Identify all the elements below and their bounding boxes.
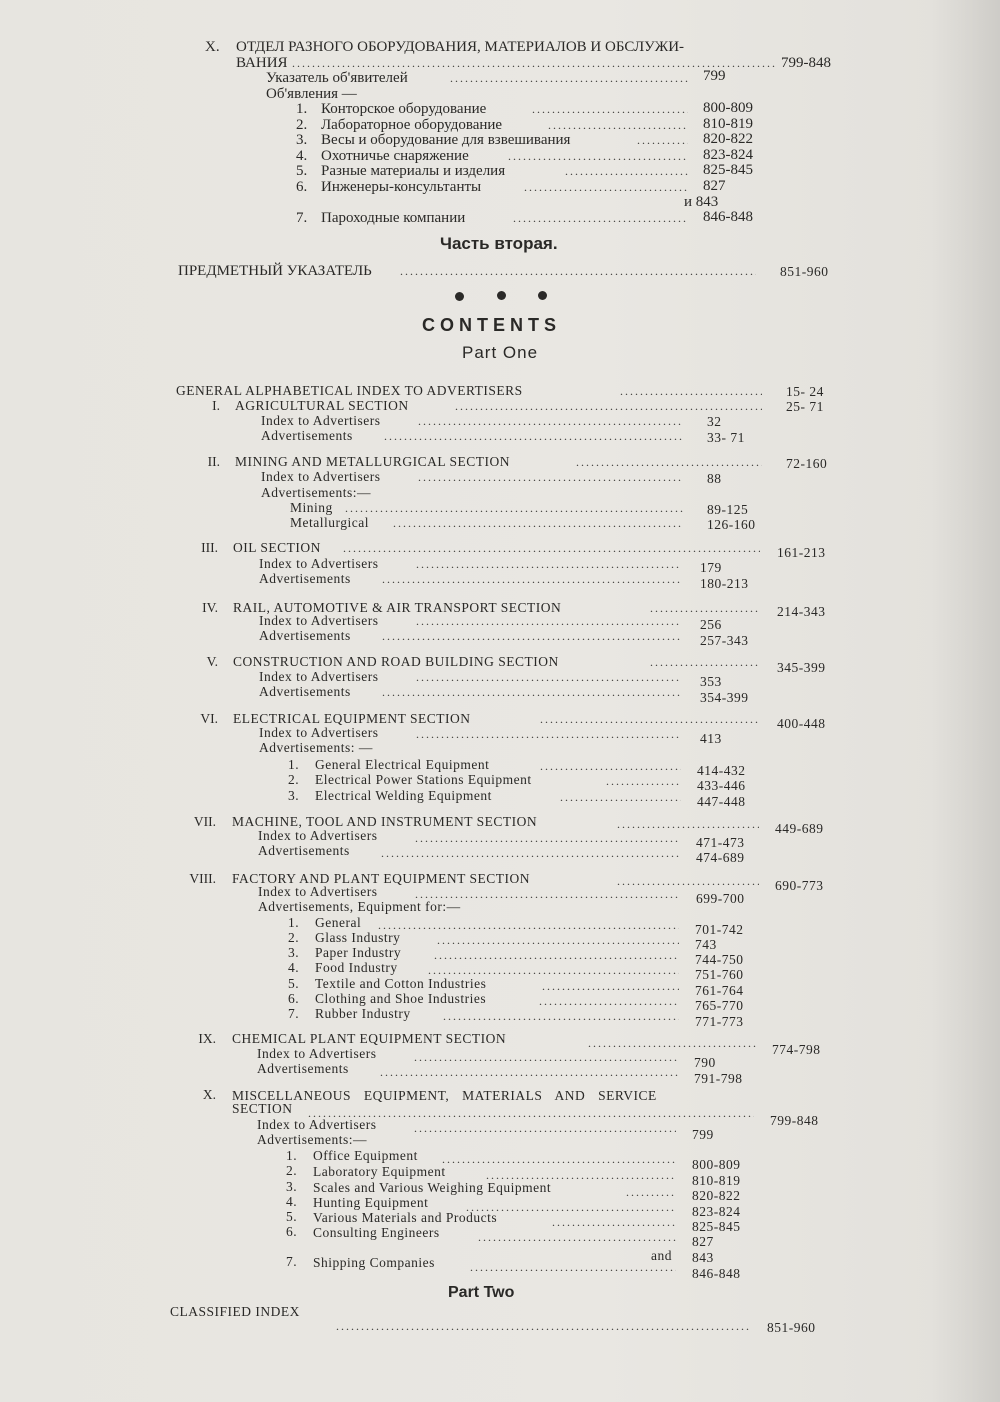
ru-item-pages: 800-809	[703, 100, 753, 116]
index-to-advertisers-pages: 699-700	[696, 891, 745, 906]
index-to-advertisers-label: Index to Advertisers	[261, 469, 381, 484]
ru-item-pages: 820-822	[703, 131, 753, 147]
index-to-advertisers-pages: 353	[700, 674, 722, 689]
sub-item-num: 2.	[286, 1163, 298, 1178]
leader-dots	[416, 669, 681, 685]
section-numeral: VII.	[193, 814, 216, 829]
sub-item-num: 7.	[286, 1254, 298, 1269]
leader-dots	[606, 773, 681, 789]
sub-item-pages: 751-760	[695, 967, 744, 982]
leader-dots	[576, 454, 762, 470]
section-title: CHEMICAL PLANT EQUIPMENT SECTION	[232, 1031, 507, 1046]
sub-item-pages: 827	[692, 1234, 714, 1249]
ru-subject-index-label: ПРЕДМЕТНЫЙ УКАЗАТЕЛЬ	[178, 263, 372, 279]
sub-item-pages: 126-160	[707, 517, 756, 532]
section-pages: 161-213	[777, 545, 826, 560]
index-to-advertisers-label: Index to Advertisers	[261, 413, 381, 428]
ru-item-label: Конторское оборудование	[321, 101, 487, 117]
section-numeral: VI.	[200, 711, 218, 726]
sub-item-label: Electrical Welding Equipment	[315, 788, 492, 803]
leader-dots	[455, 398, 762, 414]
part-one-heading: Part One	[462, 343, 539, 362]
leader-dots	[343, 540, 760, 556]
section-pages: 25- 71	[786, 399, 824, 414]
ru-item-num: 6.	[296, 179, 308, 195]
contents-heading: CONTENTS	[422, 315, 561, 335]
sub-item-label: Textile and Cotton Industries	[315, 976, 487, 991]
section-title: OIL SECTION	[233, 540, 321, 555]
sub-item-num: 3.	[288, 788, 300, 803]
leader-dots	[626, 1184, 676, 1200]
classified-index-pages: 851-960	[767, 1320, 816, 1335]
ru-item-num: 3.	[296, 132, 308, 148]
leader-dots	[478, 1229, 676, 1245]
leader-dots	[382, 684, 681, 700]
sub-item-pages: 823-824	[692, 1204, 741, 1219]
sub-item-pages: 701-742	[695, 922, 744, 937]
sub-item-pages: 765-770	[695, 998, 744, 1013]
sub-item-label: Rubber Industry	[315, 1006, 411, 1021]
sub-item-label: Hunting Equipment	[313, 1195, 429, 1210]
leader-dots	[532, 101, 688, 117]
index-to-advertisers-pages: 32	[707, 414, 722, 429]
sub-item-pages: 761-764	[695, 983, 744, 998]
advertisements-label: Advertisements:—	[257, 1132, 367, 1147]
section-title: RAIL, AUTOMOTIVE & AIR TRANSPORT SECTION	[233, 600, 562, 615]
section-pages: 690-773	[775, 878, 824, 893]
advertisements-label: Advertisements	[261, 428, 353, 443]
ru-item-pages: 825-845	[703, 162, 753, 178]
sub-item-pages: 447-448	[697, 794, 746, 809]
sub-item-pages: 800-809	[692, 1157, 741, 1172]
section-numeral: V.	[206, 654, 218, 669]
advertisements-pages: 257-343	[700, 633, 749, 648]
section-numeral: VIII.	[189, 871, 216, 886]
leader-dots	[381, 845, 680, 861]
section-title-line1: MISCELLANEOUS EQUIPMENT, MATERIALS AND SERVICE	[232, 1088, 657, 1103]
section-numeral: III.	[201, 540, 218, 555]
leader-dots	[552, 1214, 676, 1230]
ru-index-label: Указатель об'явителей	[266, 70, 408, 86]
sub-item-label: Shipping Companies	[313, 1255, 435, 1270]
sub-item-label: Various Materials and Products	[313, 1210, 498, 1225]
part-two-heading: Part Two	[448, 1284, 515, 1301]
advertisements-label: Advertisements	[258, 843, 350, 858]
general-index-pages: 15- 24	[786, 384, 824, 399]
sub-item-pages: 743	[695, 937, 717, 952]
ru-item-label: Инженеры-консультанты	[321, 179, 482, 195]
ru-item-pages: 846-848	[703, 209, 753, 225]
leader-dots	[637, 132, 688, 148]
sub-item-num: 1.	[288, 915, 300, 930]
ru-item-label: Пароходные компании	[321, 210, 466, 226]
leader-dots	[548, 117, 688, 133]
section-title: CONSTRUCTION AND ROAD BUILDING SECTION	[233, 654, 559, 669]
sub-item-pages: 771-773	[695, 1014, 744, 1029]
leader-dots	[378, 917, 679, 933]
leader-dots	[542, 978, 679, 994]
leader-dots	[540, 711, 760, 727]
sub-item-label: General	[315, 915, 362, 930]
ru-item-label: Разные материалы и изделия	[321, 163, 506, 179]
section-pages: 214-343	[777, 604, 826, 619]
ru-section-numeral: X.	[205, 39, 220, 55]
advertisements-pages: 474-689	[696, 850, 745, 865]
advertisements-pages: 791-798	[694, 1071, 743, 1086]
section-pages: 345-399	[777, 660, 826, 675]
leader-dots	[336, 1318, 750, 1334]
advertisements-pages: 33- 71	[707, 430, 745, 445]
ru-item-num: 2.	[296, 117, 308, 133]
sub-item-num: 3.	[286, 1179, 298, 1194]
ornament-dot	[455, 292, 464, 301]
section-pages: 799-848	[770, 1113, 819, 1128]
sub-item-label: Clothing and Shoe Industries	[315, 991, 487, 1006]
sub-item-pages: 744-750	[695, 952, 744, 967]
index-to-advertisers-pages: 88	[707, 471, 722, 486]
ru-item-num: 7.	[296, 210, 308, 226]
leader-dots	[434, 947, 679, 963]
sub-item-label: Metallurgical	[290, 515, 369, 530]
index-to-advertisers-label: Index to Advertisers	[257, 1046, 377, 1061]
sub-item-label: Consulting Engineers	[313, 1225, 440, 1240]
section-title: MINING AND METALLURGICAL SECTION	[235, 454, 511, 469]
sub-item-num: 6.	[288, 991, 300, 1006]
leader-dots	[414, 1120, 676, 1136]
leader-dots	[393, 515, 683, 531]
ru-item-num: 1.	[296, 101, 308, 117]
ru-section-title-line1: ОТДЕЛ РАЗНОГО ОБОРУДОВАНИЯ, МАТЕРИАЛОВ И ОБСЛУЖИ-	[236, 39, 685, 55]
leader-dots	[416, 726, 681, 742]
sub-item-num: 5.	[288, 976, 300, 991]
leader-dots	[560, 789, 681, 805]
leader-dots	[513, 210, 688, 226]
section-pages: 400-448	[777, 716, 826, 731]
index-to-advertisers-label: Index to Advertisers	[259, 669, 379, 684]
sub-item-num: 4.	[288, 960, 300, 975]
sub-item-num: 5.	[286, 1209, 298, 1224]
leader-dots	[382, 628, 681, 644]
leader-dots	[380, 1064, 678, 1080]
advertisements-label: Advertisements	[259, 571, 351, 586]
advertisements-label: Advertisements, Equipment for:—	[258, 899, 461, 914]
ru-section-title-line2: ВАНИЯ	[236, 55, 288, 71]
leader-dots	[416, 613, 681, 629]
ru-item-label: Охотничье снаряжение	[321, 148, 469, 164]
leader-dots	[650, 654, 760, 670]
ru-ads-label: Об'явления —	[266, 86, 357, 102]
ru-part-two-heading: Часть вторая.	[440, 234, 558, 253]
leader-dots	[470, 1259, 676, 1275]
index-to-advertisers-pages: 799	[692, 1127, 714, 1142]
sub-item-label: Mining	[290, 500, 333, 515]
general-index-label: GENERAL ALPHABETICAL INDEX TO ADVERTISERS	[176, 383, 523, 398]
index-to-advertisers-pages: 256	[700, 617, 722, 632]
advertisements-label: Advertisements:—	[261, 485, 371, 500]
ru-index-page: 799	[703, 68, 726, 84]
leader-dots	[400, 263, 756, 279]
advertisements-label: Advertisements: —	[259, 740, 373, 755]
leader-dots	[345, 500, 683, 516]
index-to-advertisers-label: Index to Advertisers	[259, 556, 379, 571]
section-pages: 449-689	[775, 821, 824, 836]
sub-item-pages: 414-432	[697, 763, 746, 778]
sub-item-pages: 89-125	[707, 502, 749, 517]
ru-item-label: Лабораторное оборудование	[321, 117, 503, 133]
ru-item-label: Весы и оборудование для взвешивания	[321, 132, 571, 148]
advertisements-pages: 180-213	[700, 576, 749, 591]
sub-item-num: 7.	[288, 1006, 300, 1021]
ru-subject-index-pages: 851-960	[780, 264, 829, 279]
sub-item-label: Office Equipment	[313, 1148, 418, 1163]
advertisements-pages: 354-399	[700, 690, 749, 705]
ru-item-pages: 810-819	[703, 116, 753, 132]
sub-item-label: Scales and Various Weighing Equipment	[313, 1180, 552, 1195]
ru-section-pages: 799-848	[781, 55, 831, 71]
sub-item-pages: 843	[692, 1250, 714, 1265]
ru-item-extra-pages: и 843	[684, 194, 719, 210]
section-title: ELECTRICAL EQUIPMENT SECTION	[233, 711, 471, 726]
leader-dots	[450, 70, 688, 86]
ru-item-pages: 823-824	[703, 147, 753, 163]
leader-dots	[508, 148, 688, 164]
section-numeral: I.	[212, 398, 220, 413]
index-to-advertisers-label: Index to Advertisers	[259, 725, 379, 740]
sub-item-num: 2.	[288, 772, 300, 787]
leader-dots	[443, 1008, 679, 1024]
sub-item-num: 1.	[288, 757, 300, 772]
advertisements-label: Advertisements	[259, 684, 351, 699]
leader-dots	[418, 469, 683, 485]
sub-item-label: Food Industry	[315, 960, 398, 975]
ru-item-pages: 827	[703, 178, 726, 194]
sub-item-pages: 825-845	[692, 1219, 741, 1234]
sub-item-num: 6.	[286, 1224, 298, 1239]
sub-item-num: 4.	[286, 1194, 298, 1209]
leader-dots	[540, 758, 681, 774]
ru-item-num: 4.	[296, 148, 308, 164]
section-title: AGRICULTURAL SECTION	[235, 398, 409, 413]
sub-item-pages: 433-446	[697, 778, 746, 793]
sub-item-pages: 846-848	[692, 1266, 741, 1281]
ru-item-num: 5.	[296, 163, 308, 179]
section-pages: 774-798	[772, 1042, 821, 1057]
section-numeral: II.	[207, 454, 220, 469]
index-to-advertisers-label: Index to Advertisers	[257, 1117, 377, 1132]
classified-index-label: CLASSIFIED INDEX	[170, 1304, 300, 1319]
leader-dots	[620, 383, 762, 399]
index-to-advertisers-pages: 413	[700, 731, 722, 746]
ornament-dot	[538, 291, 547, 300]
leader-dots	[384, 428, 683, 444]
advertisements-label: Advertisements	[257, 1061, 349, 1076]
advertisements-label: Advertisements	[259, 628, 351, 643]
index-to-advertisers-pages: 471-473	[696, 835, 745, 850]
leader-dots	[466, 1199, 676, 1215]
leader-dots	[565, 163, 688, 179]
leader-dots	[415, 830, 680, 846]
sub-item-pages: 810-819	[692, 1173, 741, 1188]
leader-dots	[442, 1151, 676, 1167]
section-numeral: X.	[202, 1087, 216, 1102]
index-to-advertisers-pages: 790	[694, 1055, 716, 1070]
leader-dots	[414, 1049, 678, 1065]
sub-item-label: Electrical Power Stations Equipment	[315, 772, 532, 787]
leader-dots	[539, 993, 679, 1009]
page-edge-shadow	[930, 0, 1000, 1402]
section-pages: 72-160	[786, 456, 828, 471]
leader-dots	[382, 571, 681, 587]
sub-item-num: 1.	[286, 1148, 298, 1163]
index-to-advertisers-label: Index to Advertisers	[258, 884, 378, 899]
sub-item-num: 2.	[288, 930, 300, 945]
leader-dots	[524, 179, 688, 195]
ornament-dot	[497, 291, 506, 300]
index-to-advertisers-label: Index to Advertisers	[258, 828, 378, 843]
section-numeral: IX.	[198, 1031, 216, 1046]
index-to-advertisers-pages: 179	[700, 560, 722, 575]
leader-dots	[418, 413, 683, 429]
leader-dots	[416, 556, 681, 572]
sub-item-label: Laboratory Equipment	[313, 1164, 446, 1179]
sub-item-and: and	[651, 1248, 672, 1263]
section-title: FACTORY AND PLANT EQUIPMENT SECTION	[232, 871, 531, 886]
section-numeral: IV.	[202, 600, 218, 615]
sub-item-num: 3.	[288, 945, 300, 960]
section-title: MACHINE, TOOL AND INSTRUMENT SECTION	[232, 814, 538, 829]
sub-item-label: General Electrical Equipment	[315, 757, 490, 772]
sub-item-pages: 820-822	[692, 1188, 741, 1203]
index-to-advertisers-label: Index to Advertisers	[259, 613, 379, 628]
section-title-line2: SECTION	[232, 1101, 293, 1116]
leader-dots	[437, 932, 679, 948]
sub-item-label: Glass Industry	[315, 930, 401, 945]
sub-item-label: Paper Industry	[315, 945, 402, 960]
